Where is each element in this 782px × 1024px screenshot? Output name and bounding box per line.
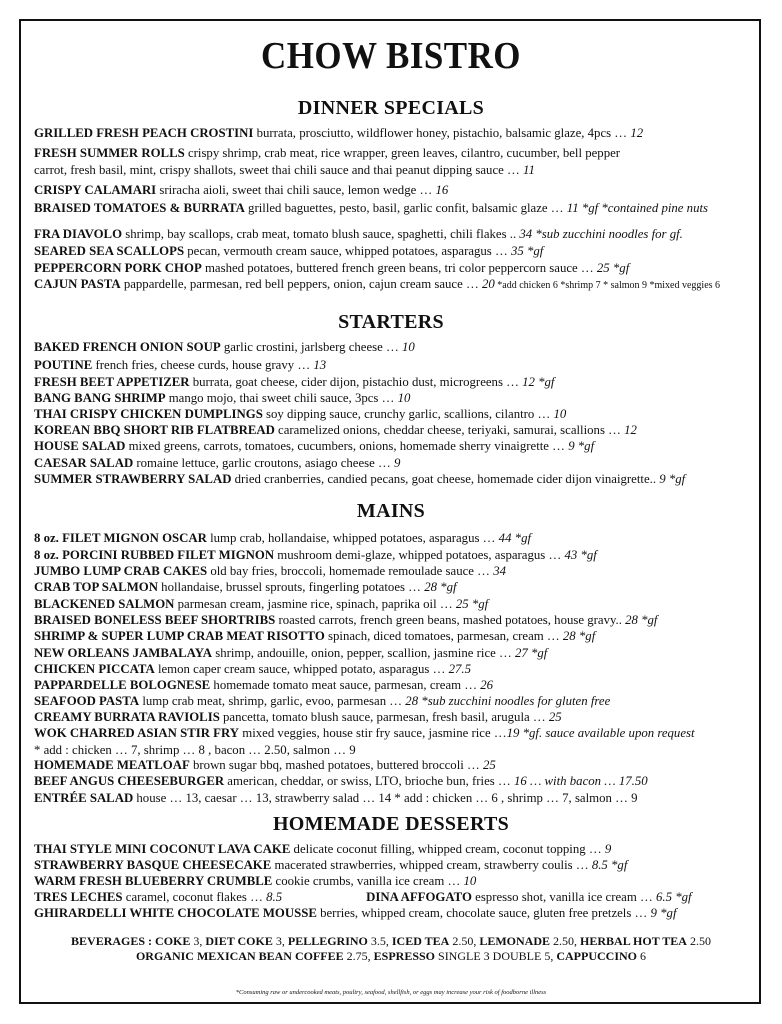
item-description: lump crab, hollandaise, whipped potatoes, asparagus … — [206, 531, 499, 545]
beverage-name: ORGANIC MEXICAN BEAN COFFEE — [135, 949, 344, 963]
menu-item — [34, 563, 756, 580]
item-name: GHIRARDELLI WHITE CHOCOLATE MOUSSE — [34, 906, 317, 920]
item-price: 10 — [553, 407, 567, 421]
beverage-name: ICED TEA — [391, 934, 450, 948]
beverage-name: PELLEGRINO — [287, 934, 368, 948]
item-price: 16 … with bacon … 17.50 — [513, 774, 648, 788]
menu-item — [34, 596, 756, 613]
menu-item — [34, 547, 756, 564]
item-name: GRILLED FRESH PEACH CROSTINI — [34, 126, 254, 140]
item-price: 34 — [519, 227, 533, 241]
menu-item — [34, 757, 756, 774]
menu-item — [34, 677, 756, 694]
item-description: american, cheddar, or swiss, LTO, brioche bun, fries … — [224, 774, 514, 788]
menu-item — [34, 841, 756, 858]
item-description: homemade tomato meat sauce, parmesan, cream … — [210, 678, 481, 692]
item-description: pancetta, tomato blush sauce, parmesan, fresh basil, arugula … — [219, 710, 549, 724]
item-name: STRAWBERRY BASQUE CHEESECAKE — [34, 858, 272, 872]
item-name: SEAFOOD PASTA — [34, 694, 140, 708]
menu-item — [34, 182, 756, 199]
item-description: hollandaise, brussel sprouts, fingerling potatoes … — [157, 580, 425, 594]
menu-item — [34, 145, 756, 162]
item-description: romaine lettuce, garlic croutons, asiago cheese … — [133, 456, 395, 470]
item-name: PEPPERCORN PORK CHOP — [34, 261, 202, 275]
item-price: 27 *gf — [515, 646, 548, 660]
item-price: 43 *gf — [564, 548, 597, 562]
item-price: 26 — [480, 678, 494, 692]
beverage-price: 6 — [637, 949, 647, 963]
item-description: crispy shrimp, crab meat, rice wrapper, green leaves, cilantro, cucumber, bell pepper — [184, 146, 621, 160]
item-description: burrata, prosciutto, wildflower honey, pistachio, balsamic glaze, 4pcs … — [253, 126, 631, 140]
item-description: macerated strawberries, whipped cream, strawberry coulis … — [271, 858, 592, 872]
item-description: burrata, goat cheese, cider dijon, pistachio dust, microgreens … — [189, 375, 523, 389]
menu-item — [34, 243, 756, 260]
menu-item — [34, 226, 756, 243]
item-name: ENTRÉE SALAD — [34, 791, 134, 805]
food-safety-footnote: *Consuming raw or undercooked meats, poultry, seafood, shellfish, or eggs may increase your risk of foodborne illness — [235, 989, 547, 996]
item-price: 25 *gf — [596, 261, 630, 275]
item-name: BLACKENED SALMON — [34, 597, 175, 611]
item-description: lump crab meat, shrimp, garlic, evoo, parmesan … — [139, 694, 406, 708]
item-name: CRISPY CALAMARI — [34, 183, 157, 197]
restaurant-title: CHOW BISTRO — [261, 35, 521, 77]
menu-item — [34, 773, 756, 790]
item-name: TRES LECHES — [34, 890, 123, 904]
item-price: 12 — [630, 126, 644, 140]
section-dinner-specials: DINNER SPECIALS — [297, 97, 485, 119]
menu-item — [34, 905, 756, 922]
item-description: dried cranberries, candied pecans, goat cheese, homemade cider dijon vinaigrette.. — [231, 472, 660, 486]
menu-item — [34, 709, 756, 726]
item-price: 19 *gf. sauce available upon request — [506, 726, 695, 740]
item-name: NEW ORLEANS JAMBALAYA — [34, 646, 213, 660]
item-name: SUMMER STRAWBERRY SALAD — [34, 472, 232, 486]
item-price: 28 *gf — [625, 613, 658, 627]
item-note: *sub zucchini noodles for gluten free — [418, 694, 611, 708]
menu-item — [34, 276, 756, 294]
item-name: FRESH SUMMER ROLLS — [34, 146, 185, 160]
item-name: DINA AFFOGATO — [366, 890, 472, 904]
menu-item — [34, 645, 756, 662]
item-description: delicate coconut filling, whipped cream, coconut topping … — [290, 842, 605, 856]
item-description: caramelized onions, cheddar cheese, teriyaki, samurai, scallions … — [274, 423, 625, 437]
item-name: 8 oz. FILET MIGNON OSCAR — [34, 531, 207, 545]
menu-item — [34, 661, 756, 678]
item-description: * add : chicken … 7, shrimp … 8 , bacon … 2.50, salmon … 9 — [34, 743, 356, 757]
section-mains: MAINS — [356, 500, 426, 522]
menu-item — [34, 530, 756, 547]
item-name: WARM FRESH BLUEBERRY CRUMBLE — [34, 874, 273, 888]
item-price: 12 — [624, 423, 637, 437]
item-description: shrimp, andouille, onion, pepper, scallion, jasmine rice … — [212, 646, 516, 660]
item-description: brown sugar bbq, mashed potatoes, buttered broccoli … — [189, 758, 484, 772]
item-price: 13 — [313, 358, 327, 372]
menu-item — [34, 693, 756, 710]
item-name: FRESH BEET APPETIZER — [34, 375, 190, 389]
item-price: 10 — [463, 874, 477, 888]
menu-item — [34, 889, 756, 906]
menu-item — [34, 628, 756, 645]
menu-item — [34, 471, 756, 488]
item-price: 9 *gf — [650, 906, 677, 920]
item-name: KOREAN BBQ SHORT RIB FLATBREAD — [34, 423, 275, 437]
item-price: 27.5 — [448, 662, 472, 676]
item-price: 20 — [482, 277, 495, 291]
item-name: POUTINE — [34, 358, 93, 372]
item-name: BANG BANG SHRIMP — [34, 391, 166, 405]
beverage-price: 2.50 — [686, 934, 711, 948]
beverages-line-2 — [0, 949, 782, 964]
item-price: 9 — [394, 456, 401, 470]
item-name: 8 oz. PORCINI RUBBED FILET MIGNON — [34, 548, 275, 562]
item-name: BEEF ANGUS CHEESEBURGER — [34, 774, 225, 788]
beverage-price: 3, — [190, 934, 206, 948]
menu-item — [34, 579, 756, 596]
item-description: mixed greens, carrots, tomatoes, cucumbers, onions, homemade sherry vinaigrette … — [125, 439, 569, 453]
item-price: 25 — [483, 758, 496, 772]
item-description: pecan, vermouth cream sauce, whipped potatoes, asparagus … — [184, 244, 511, 258]
item-name: CRAB TOP SALMON — [34, 580, 158, 594]
item-name: HOUSE SALAD — [34, 439, 126, 453]
item-description: pappardelle, parmesan, red bell peppers, onion, cajun cream sauce … — [120, 277, 482, 291]
beverage-name: CAPPUCCINO — [556, 949, 638, 963]
item-price: 9 *gf — [659, 472, 686, 486]
item-price: 28 — [405, 694, 419, 708]
section-desserts: HOMEMADE DESSERTS — [272, 813, 510, 835]
item-price: 11 — [523, 163, 535, 177]
beverage-name: ESPRESSO — [373, 949, 436, 963]
item-addons: *add chicken 6 *shrimp 7 * salmon 9 *mixed veggies 6 — [494, 280, 721, 291]
beverage-name: LEMONADE — [479, 934, 551, 948]
beverage-name: HERBAL HOT TEA — [580, 934, 687, 948]
item-price: 28 *gf — [562, 629, 596, 643]
item-name: CAJUN PASTA — [34, 277, 121, 291]
menu-item — [34, 162, 756, 179]
item-name: THAI STYLE MINI COCONUT LAVA CAKE — [34, 842, 291, 856]
item-name: HOMEMADE MEATLOAF — [34, 758, 190, 772]
item-description: cookie crumbs, vanilla ice cream … — [272, 874, 464, 888]
item-description: mashed potatoes, buttered french green beans, tri color peppercorn sauce … — [201, 261, 597, 275]
beverage-price: 3, — [272, 934, 288, 948]
item-description: caramel, coconut flakes … — [122, 890, 267, 904]
item-description: espresso shot, vanilla ice cream … — [471, 890, 657, 904]
item-price: 28 *gf — [424, 580, 457, 594]
item-description: spinach, diced tomatoes, parmesan, cream … — [324, 629, 563, 643]
item-description: parmesan cream, jasmine rice, spinach, paprika oil … — [174, 597, 456, 611]
item-name: SHRIMP & SUPER LUMP CRAB MEAT RISOTTO — [34, 629, 325, 643]
menu-item — [34, 125, 756, 142]
item-description: shrimp, bay scallops, crab meat, tomato blush sauce, spaghetti, chili flakes .. — [122, 227, 520, 241]
item-description: carrot, fresh basil, mint, crispy shallots, sweet thai chili sauce and thai peanut dipping sauce … — [34, 163, 523, 177]
item-price: 10 — [401, 340, 415, 354]
menu-item — [34, 438, 756, 455]
item-name: CAESAR SALAD — [34, 456, 134, 470]
item-description: roasted carrots, french green beans, mashed potatoes, house gravy.. — [275, 613, 626, 627]
item-price: 8.5 *gf — [591, 858, 628, 872]
menu-item — [34, 455, 756, 472]
beverage-price: 2.50, — [550, 934, 581, 948]
beverage-name: DIET COKE — [205, 934, 273, 948]
item-description: sriracha aioli, sweet thai chili sauce, lemon wedge … — [156, 183, 436, 197]
beverage-price: SINGLE 3 DOUBLE 5, — [435, 949, 557, 963]
menu-item — [34, 390, 756, 407]
menu-item — [34, 200, 756, 217]
item-name: SEARED SEA SCALLOPS — [34, 244, 185, 258]
menu-item — [34, 339, 756, 356]
item-description: old bay fries, broccoli, homemade remoulade sauce … — [207, 564, 494, 578]
section-starters: STARTERS — [338, 311, 444, 333]
menu-item — [34, 725, 756, 742]
item-description: grilled baguettes, pesto, basil, garlic confit, balsamic glaze … — [244, 201, 567, 215]
item-price: 35 *gf — [510, 244, 544, 258]
beverage-name: BEVERAGES : COKE — [71, 934, 191, 948]
item-name: BRAISED TOMATOES & BURRATA — [34, 201, 245, 215]
menu-item — [34, 612, 756, 629]
item-price: 8.5 — [266, 890, 283, 904]
item-price: 9 *gf — [568, 439, 595, 453]
item-price: 44 *gf — [498, 531, 532, 545]
menu-item — [34, 422, 756, 439]
item-name: PAPPARDELLE BOLOGNESE — [34, 678, 211, 692]
item-description: berries, whipped cream, chocolate sauce, gluten free pretzels … — [316, 906, 651, 920]
item-name: CHICKEN PICCATA — [34, 662, 155, 676]
menu-item — [34, 357, 756, 374]
menu-item — [34, 857, 756, 874]
item-name: CREAMY BURRATA RAVIOLIS — [34, 710, 220, 724]
item-name: JUMBO LUMP CRAB CAKES — [34, 564, 208, 578]
item-price: 9 — [604, 842, 612, 856]
item-description: soy dipping sauce, crunchy garlic, scallions, cilantro … — [262, 407, 554, 421]
item-price: 25 *gf — [455, 597, 489, 611]
menu-item — [34, 374, 756, 391]
beverage-price: 2.50, — [449, 934, 480, 948]
beverage-price: 3.5, — [367, 934, 392, 948]
item-description: garlic crostini, jarlsberg cheese … — [220, 340, 402, 354]
item-name: WOK CHARRED ASIAN STIR FRY — [34, 726, 240, 740]
item-name: BAKED FRENCH ONION SOUP — [34, 340, 221, 354]
beverage-price: 2.75, — [343, 949, 374, 963]
item-price: 10 — [397, 391, 411, 405]
item-name: THAI CRISPY CHICKEN DUMPLINGS — [34, 407, 263, 421]
beverages-line-1 — [0, 934, 782, 949]
item-name: BRAISED BONELESS BEEF SHORTRIBS — [34, 613, 276, 627]
item-price: 11 *gf *contained pine nuts — [566, 201, 709, 215]
item-description: lemon caper cream sauce, whipped potato, asparagus … — [154, 662, 449, 676]
menu-item — [34, 873, 756, 890]
item-price: 6.5 *gf — [656, 890, 692, 904]
menu-item — [34, 406, 756, 423]
item-description: mixed veggies, house stir fry sauce, jasmine rice … — [239, 726, 507, 740]
item-description: french fries, cheese curds, house gravy … — [92, 358, 314, 372]
item-description: mango mojo, thai sweet chili sauce, 3pcs … — [165, 391, 398, 405]
item-price: 16 — [435, 183, 449, 197]
item-description: house … 13, caesar … 13, strawberry salad … 14 * add : chicken … 6 , shrimp … 7, salmon … 9 — [133, 791, 638, 805]
menu-item — [34, 260, 756, 277]
item-note: *sub zucchini noodles for gf. — [532, 227, 683, 241]
item-price: 25 — [548, 710, 562, 724]
item-price: 12 *gf — [522, 375, 555, 389]
item-price: 34 — [493, 564, 506, 578]
item-description: mushroom demi-glaze, whipped potatoes, asparagus … — [274, 548, 565, 562]
item-name: FRA DIAVOLO — [34, 227, 123, 241]
menu-item — [34, 790, 756, 807]
